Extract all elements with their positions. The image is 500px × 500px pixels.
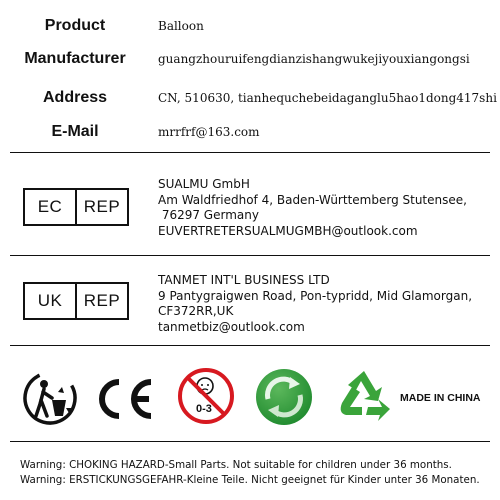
address-value: CN, 510630, tianhequchebeidaganglu5hao1dong417shi — [158, 91, 497, 105]
ec-rep-line: SUALMU GmbH — [158, 177, 250, 191]
address-label: Address — [42, 89, 108, 106]
recycle-icon — [334, 367, 394, 427]
ec-rep-address — [158, 177, 467, 239]
warning-german: Warning: ERSTICKUNGSGEFAHR-Kleine Teile. Nicht geeignet für Kinder unter 36 Monaten. — [20, 474, 480, 486]
ec-rep-line: Am Waldfriedhof 4, Baden-Württemberg Stutensee, — [158, 192, 467, 207]
manufacturer-value: guangzhouruifengdianzishangwukejiyouxiangongsi — [158, 52, 470, 66]
age-warning-icon — [176, 366, 236, 426]
address-row — [0, 86, 500, 110]
age-warning-label: 0-3 — [196, 403, 212, 415]
manufacturer-row — [0, 47, 500, 71]
uk-rep-line: TANMET INT'L BUSINESS LTD — [158, 273, 330, 287]
ec-rep-email: EUVERTRETERSUALMUGMBH@outlook.com — [158, 223, 418, 238]
tidyman-icon — [22, 370, 78, 426]
ec-rep-line: 76297 Germany — [158, 208, 259, 222]
product-row — [0, 14, 500, 38]
manufacturer-label: Manufacturer — [24, 50, 126, 67]
uk-rep-badge-left: UK — [37, 291, 63, 310]
uk-rep-line: CF372RR,UK — [158, 304, 234, 318]
product-value: Balloon — [158, 19, 204, 33]
uk-rep-address — [158, 273, 472, 335]
ec-rep-badge-left: EC — [37, 197, 63, 216]
uk-rep-line: 9 Pantygraigwen Road, Pon-typridd, Mid Glamorgan, — [158, 288, 473, 303]
uk-rep-badge — [23, 282, 129, 320]
uk-rep-badge-right: REP — [75, 284, 127, 318]
green-dot-icon — [254, 367, 314, 427]
divider-4 — [10, 441, 490, 442]
uk-rep-email: tanmetbiz@outlook.com — [158, 319, 305, 334]
product-label: Product — [44, 17, 106, 34]
warning-english: Warning: CHOKING HAZARD-Small Parts. Not suitable for children under 36 months. — [20, 459, 452, 471]
email-label: E-Mail — [51, 123, 99, 140]
divider-1 — [10, 152, 490, 153]
divider-2 — [10, 255, 490, 256]
ce-mark-icon — [91, 376, 155, 422]
divider-3 — [10, 345, 490, 346]
email-value: mrrfrf@163.com — [158, 125, 260, 139]
made-in-china-label: MADE IN CHINA — [400, 392, 481, 404]
ec-rep-badge-right: REP — [75, 190, 127, 224]
ec-rep-badge — [23, 188, 129, 226]
email-row — [0, 120, 500, 144]
